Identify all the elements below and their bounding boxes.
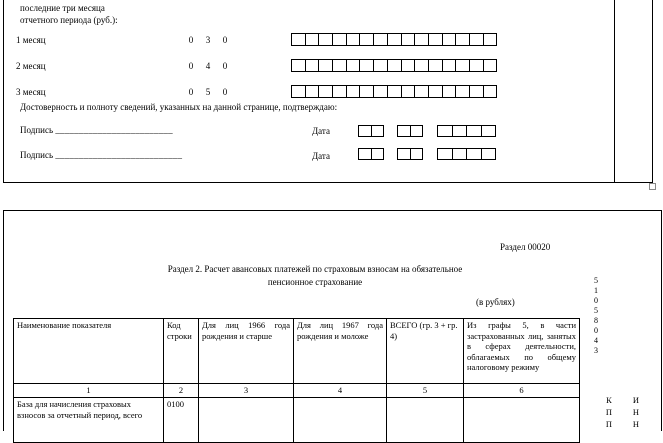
table-header-row: [14, 319, 580, 384]
date-year-input: [437, 148, 496, 160]
digit-cell[interactable]: [397, 148, 411, 160]
digit-cell[interactable]: [428, 85, 443, 98]
kpp-letter: П: [605, 419, 613, 429]
digit-cell[interactable]: [305, 59, 320, 72]
form-code-digit: 8: [594, 316, 598, 325]
top-frame-divider-line: [614, 0, 615, 183]
col-header-line-code: Код строки: [164, 319, 199, 384]
form-code-digit: 4: [594, 336, 598, 345]
top-frame-left-border: [3, 0, 4, 183]
row-value-cell[interactable]: [387, 398, 464, 443]
digit-cell[interactable]: [371, 148, 385, 160]
date-year-input: [437, 125, 496, 137]
digit-cell[interactable]: [442, 85, 457, 98]
form-code-digit: 0: [594, 296, 598, 305]
kpp-letter: П: [605, 407, 613, 417]
digit-cell[interactable]: [481, 125, 497, 137]
column-number: 1: [14, 384, 164, 398]
digit-cell[interactable]: [401, 59, 416, 72]
month-2-amount-input-row: [291, 59, 497, 72]
top-frame-bottom-border: [3, 182, 653, 183]
digit-cell[interactable]: [401, 33, 416, 46]
table-row: [14, 398, 580, 443]
form-code-digit: 1: [594, 286, 598, 295]
section2-top-border: [3, 210, 662, 211]
digit-cell[interactable]: [410, 125, 424, 137]
digit-cell[interactable]: [318, 85, 333, 98]
row-line-code: 0100: [164, 398, 199, 443]
signature-row: [20, 125, 173, 136]
month-2-label: 2 месяц: [16, 61, 46, 71]
digit-cell[interactable]: [359, 85, 374, 98]
digit-cell[interactable]: [346, 85, 361, 98]
month-2-code-digit: 0: [188, 61, 194, 71]
row-indicator-name: База для начисления страховых взносов за отчетный период, всего: [14, 398, 164, 443]
confirmation-statement: Достоверность и полноту сведений, указанных на данной странице, подтверждаю:: [20, 102, 338, 112]
section2-left-border: [3, 210, 4, 431]
digit-cell[interactable]: [428, 59, 443, 72]
form-code-digit: 3: [594, 346, 598, 355]
form-code-digit: 5: [594, 306, 598, 315]
digit-cell[interactable]: [466, 125, 482, 137]
digit-cell[interactable]: [455, 33, 470, 46]
selection-handle[interactable]: [649, 183, 656, 190]
digit-cell[interactable]: [358, 125, 372, 137]
intro-line-2: отчетного периода (руб.):: [20, 15, 118, 25]
date-month-input: [397, 125, 423, 137]
kpp-vertical-label: [604, 394, 614, 430]
form-code-digit: 0: [594, 326, 598, 335]
digit-cell[interactable]: [397, 125, 411, 137]
digit-cell[interactable]: [442, 33, 457, 46]
digit-cell[interactable]: [359, 33, 374, 46]
date-day-input: [358, 148, 384, 160]
inn-letter: И: [632, 395, 640, 405]
col-header-general-regime: Из графы 5, в части застрахованных лиц, занятых в сферах деятельности, облагаемых по общему налоговому режиму: [464, 319, 580, 384]
month-3-amount-input-row: [291, 85, 497, 98]
digit-cell[interactable]: [437, 125, 453, 137]
digit-cell[interactable]: [291, 33, 306, 46]
month-1-code-digit: 0: [188, 35, 194, 45]
form-code-digit: 5: [594, 276, 598, 285]
row-value-cell[interactable]: [199, 398, 294, 443]
digit-cell[interactable]: [410, 148, 424, 160]
digit-cell[interactable]: [452, 148, 468, 160]
section-code: Раздел 00020: [500, 242, 551, 252]
column-number: 4: [294, 384, 387, 398]
section2-title-line-1: Раздел 2. Расчет авансовых платежей по страховым взносам на обязательное: [167, 264, 463, 274]
digit-cell[interactable]: [291, 85, 306, 98]
row-value-cell[interactable]: [464, 398, 580, 443]
column-number: 2: [164, 384, 199, 398]
column-number: 5: [387, 384, 464, 398]
month-2-code-digit: 4: [205, 61, 211, 71]
digit-cell[interactable]: [371, 125, 385, 137]
units-note: (в рублях): [476, 297, 515, 307]
inn-vertical-label: [631, 394, 641, 430]
intro-line-1: последние три месяца: [20, 3, 105, 13]
digit-cell[interactable]: [442, 59, 457, 72]
col-header-born-1966: Для лиц 1966 года рождения и старше: [199, 319, 294, 384]
digit-cell[interactable]: [346, 59, 361, 72]
signature-line[interactable]: _________________________: [55, 125, 173, 135]
date-month-input: [397, 148, 423, 160]
month-3-code-digit: 0: [188, 87, 194, 97]
month-1-code-digit: 3: [205, 35, 211, 45]
digit-cell[interactable]: [332, 59, 347, 72]
date-day-input: [358, 125, 384, 137]
digit-cell[interactable]: [387, 33, 402, 46]
col-header-total: ВСЕГО (гр. 3 + гр. 4): [387, 319, 464, 384]
inn-letter: Н: [632, 419, 640, 429]
month-3-label: 3 месяц: [16, 87, 46, 97]
column-number: 6: [464, 384, 580, 398]
digit-cell[interactable]: [455, 59, 470, 72]
digit-cell[interactable]: [387, 59, 402, 72]
digit-cell[interactable]: [332, 85, 347, 98]
digit-cell[interactable]: [469, 85, 484, 98]
digit-cell[interactable]: [401, 85, 416, 98]
digit-cell[interactable]: [483, 59, 498, 72]
digit-cell[interactable]: [359, 59, 374, 72]
digit-cell[interactable]: [318, 59, 333, 72]
month-1-code-digit: 0: [222, 35, 228, 45]
section2-table: [13, 318, 580, 443]
section2-right-border: [661, 210, 662, 431]
digit-cell[interactable]: [469, 59, 484, 72]
column-number-row: [14, 384, 580, 398]
date-label: Дата: [312, 126, 330, 136]
month-3-code-digit: 0: [222, 87, 228, 97]
digit-cell[interactable]: [332, 33, 347, 46]
digit-cell[interactable]: [414, 59, 429, 72]
month-2-code-digit: 0: [222, 61, 228, 71]
row-value-cell[interactable]: [294, 398, 387, 443]
signature-line[interactable]: ___________________________: [55, 150, 183, 160]
digit-cell[interactable]: [373, 33, 388, 46]
digit-cell[interactable]: [452, 125, 468, 137]
col-header-indicator-name: Наименование показателя: [14, 319, 164, 384]
digit-cell[interactable]: [358, 148, 372, 160]
top-frame-right-border: [652, 0, 653, 183]
digit-cell[interactable]: [373, 85, 388, 98]
digit-cell[interactable]: [481, 148, 497, 160]
kpp-letter: К: [606, 395, 612, 405]
section2-title: [140, 263, 490, 288]
section2-title-line-2: пенсионное страхование: [267, 276, 363, 287]
digit-cell[interactable]: [437, 148, 453, 160]
digit-cell[interactable]: [346, 33, 361, 46]
digit-cell[interactable]: [428, 33, 443, 46]
month-3-code-digit: 5: [205, 87, 211, 97]
digit-cell[interactable]: [387, 85, 402, 98]
digit-cell[interactable]: [455, 85, 470, 98]
digit-cell[interactable]: [373, 59, 388, 72]
digit-cell[interactable]: [483, 33, 498, 46]
signature-row: [20, 150, 182, 161]
digit-cell[interactable]: [414, 33, 429, 46]
inn-letter: Н: [632, 407, 640, 417]
digit-cell[interactable]: [305, 33, 320, 46]
digit-cell[interactable]: [469, 33, 484, 46]
signature-label: Подпись: [20, 125, 54, 135]
digit-cell[interactable]: [466, 148, 482, 160]
date-label: Дата: [312, 151, 330, 161]
digit-cell[interactable]: [318, 33, 333, 46]
digit-cell[interactable]: [291, 59, 306, 72]
month-1-amount-input-row: [291, 33, 497, 46]
column-number: 3: [199, 384, 294, 398]
digit-cell[interactable]: [305, 85, 320, 98]
col-header-born-1967: Для лиц 1967 года рождения и моложе: [294, 319, 387, 384]
vertical-form-code: [591, 276, 601, 356]
digit-cell[interactable]: [483, 85, 498, 98]
signature-label: Подпись: [20, 150, 54, 160]
digit-cell[interactable]: [414, 85, 429, 98]
month-1-label: 1 месяц: [16, 35, 46, 45]
